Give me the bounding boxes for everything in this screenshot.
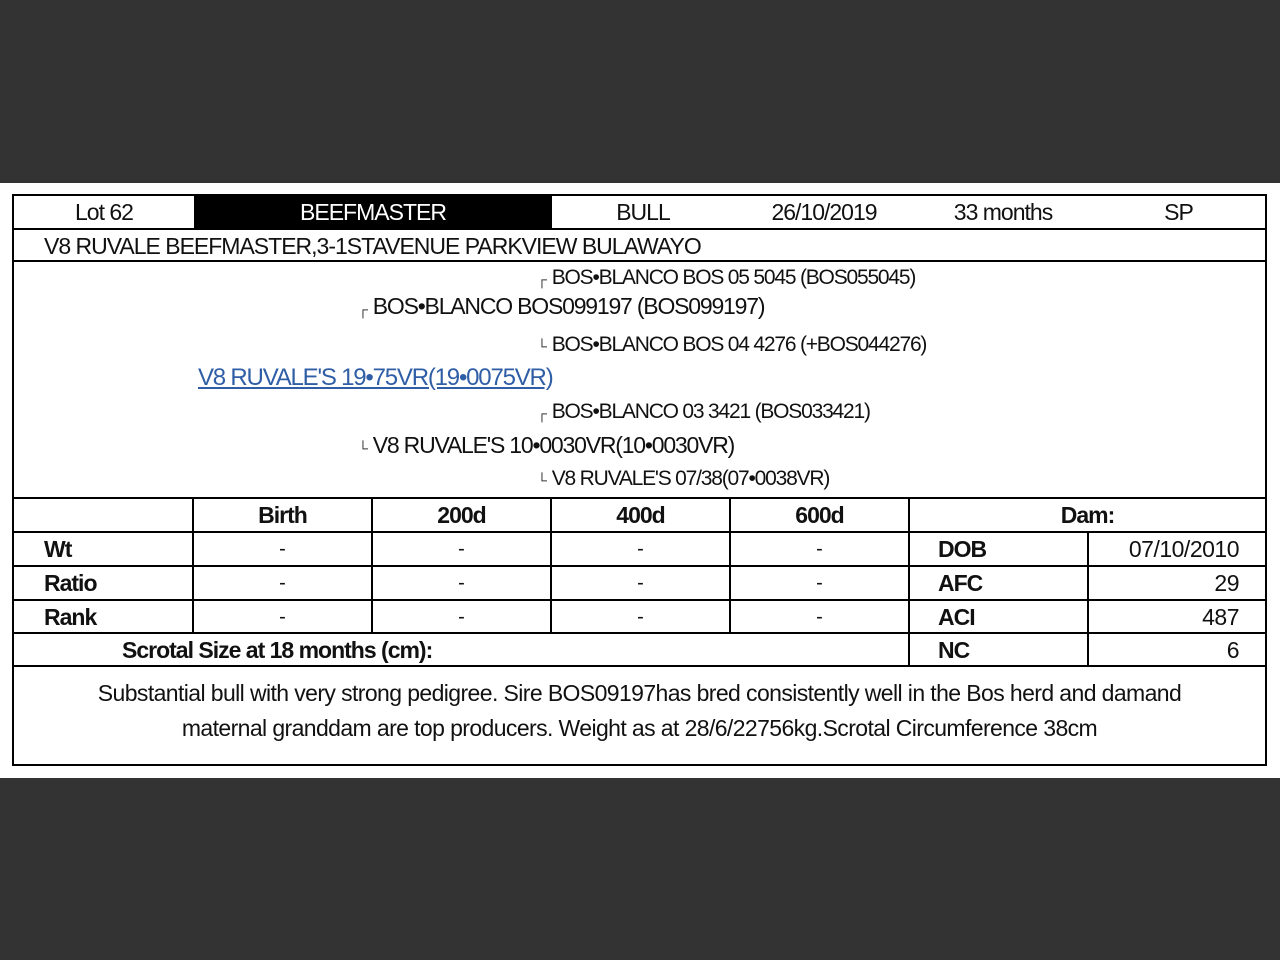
lot-card [12,194,1267,766]
ratio-600d: - [816,572,823,594]
dam-nc-label: NC [938,637,970,663]
dam-afc-value: 29 [1214,570,1239,596]
dam-aci-label: ACI [938,604,975,630]
comment-line-1: Substantial bull with very strong pedigree. Sire BOS09197has bred consistently well in the Bos herd and damand [97,680,1182,706]
lot-header-row [14,196,1265,230]
pedigree-dam-dam: └ V8 RUVALE'S 07/38(07•0038VR) [537,467,830,490]
dam-afc-label: AFC [938,570,983,596]
row-label-rank: Rank [44,604,97,630]
pedigree-sire-dam: └ BOS•BLANCO BOS 04 4276 (+BOS044276) [537,333,927,356]
divider [14,260,1265,262]
lot-comments [24,676,1255,746]
ratio-200d: - [458,572,465,594]
dam-dob-label: DOB [938,536,987,562]
wt-birth: - [279,538,286,560]
pedigree-dam-sire: ┌ BOS•BLANCO 03 3421 (BOS033421) [537,400,870,423]
rank-400d: - [637,606,644,628]
sex-label: BULL [616,199,670,225]
rank-600d: - [816,606,823,628]
category-label: SP [1164,199,1193,225]
pedigree-animal[interactable] [198,366,552,391]
birth-date: 26/10/2019 [771,199,877,225]
scrotal-size-label: Scrotal Size at 18 months (cm): [122,637,433,663]
dam-header: Dam: [1060,502,1115,528]
row-label-wt: Wt [44,536,72,562]
row-label-ratio: Ratio [44,570,97,596]
rank-200d: - [458,606,465,628]
ratio-400d: - [637,572,644,594]
wt-600d: - [816,538,823,560]
dam-nc-value: 6 [1226,637,1239,663]
age-label: 33 months [953,199,1053,225]
col-400d: 400d [616,502,665,528]
breed-label: BEEFMASTER [194,196,552,228]
rank-birth: - [279,606,286,628]
comment-line-2: maternal granddam are top producers. Weight as at 28/6/22756kg.Scrotal Circumference 38cm [181,715,1098,741]
dam-aci-value: 487 [1202,604,1239,630]
pedigree-sire: ┌ BOS•BLANCO BOS099197 (BOS099197) [358,293,765,319]
col-600d: 600d [795,502,844,528]
pedigree-dam: └ V8 RUVALE'S 10•0030VR(10•0030VR) [358,432,735,458]
animal-link[interactable]: V8 RUVALE'S 19•75VR(19•0075VR) [198,364,553,391]
ratio-birth: - [279,572,286,594]
col-birth: Birth [258,502,307,528]
dam-dob-value: 07/10/2010 [1128,536,1239,562]
breeder-address: V8 RUVALE BEEFMASTER,3-1STAVENUE PARKVIEW BULAWAYO [44,233,701,259]
col-200d: 200d [437,502,486,528]
wt-200d: - [458,538,465,560]
lot-number: Lot 62 [75,199,133,225]
pedigree-sire-sire: ┌ BOS•BLANCO BOS 05 5045 (BOS055045) [537,266,916,289]
wt-400d: - [637,538,644,560]
